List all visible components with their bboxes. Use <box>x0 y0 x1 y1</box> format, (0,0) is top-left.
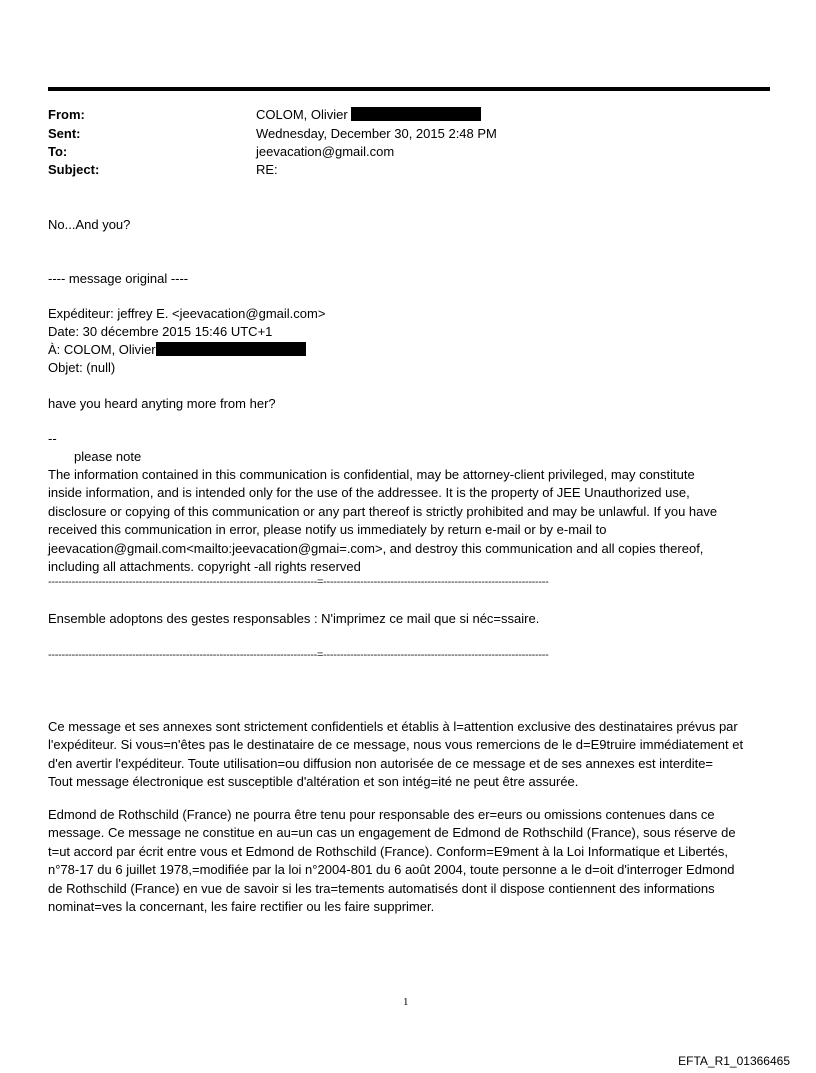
subject-value: RE: <box>256 162 278 177</box>
french-disclaimer-2 <box>48 806 770 916</box>
disclaimer-line: inside information, and is intended only for the use of the addressee. It is the property of JEE Unauthorized use, <box>48 485 690 501</box>
french-disclaimer-line: Tout message électronique est susceptible d'altération et son intég=ité ne peut être assurée. <box>48 774 579 790</box>
french-disclaimer-line: d'en avertir l'expéditeur. Toute utilisation=ou diffusion non autorisée de ce message et de ses annexes est interdite= <box>48 755 714 771</box>
french-disclaimer-1 <box>48 718 770 792</box>
original-message-marker: ---- message original ---- <box>48 271 189 286</box>
to-value: jeevacation@gmail.com <box>256 144 395 159</box>
french-disclaimer-line: Ce message et ses annexes sont strictement confidentiels et établis à l=attention exclusive des destinataires prévus par <box>48 719 738 734</box>
disclaimer-line: jeevacation@gmail.com<mailto:jeevacation@gmai=.com>, and destroy this communication and all copies thereof, <box>48 540 704 556</box>
from-label: From: <box>48 107 85 122</box>
from-value <box>256 106 481 124</box>
question-text: have you heard anyting more from her? <box>48 396 276 411</box>
original-to-text: À: COLOM, Olivier <box>48 342 156 357</box>
disclaimer-line: The information contained in this communication is confidential, may be attorney-client privileged, may constitute <box>48 467 695 482</box>
disclaimer-line: received this communication in error, please notify us immediately by return e-mail or by e-mail to <box>48 522 607 538</box>
original-subject: Objet: (null) <box>48 360 116 375</box>
redaction-box <box>351 107 481 121</box>
redaction-box <box>156 342 306 356</box>
from-name: COLOM, Olivier <box>256 107 348 122</box>
confidentiality-disclaimer <box>48 466 770 576</box>
french-disclaimer-line: l'expéditeur. Si vous=n'êtes pas le destinataire de ce message, nous vous remercions de le d=E9truire immédiatement et <box>48 737 744 753</box>
french-disclaimer-line: nominat=ves la concernant, les faire rectifier ou les faire supprimer. <box>48 899 435 915</box>
subject-label: Subject: <box>48 162 100 177</box>
header-rule <box>48 87 770 91</box>
french-disclaimer-line: n°78-17 du 6 juillet 1978,=modifiée par la loi n°2004-801 du 6 août 2004, toute personne a le d=oit d'interroger Edmond <box>48 862 735 878</box>
separator-line: --------------------------------------------------------------------------------=------------------------------------------------------------------- <box>48 576 549 588</box>
signature-dashes: -- <box>48 431 57 446</box>
eco-note: Ensemble adoptons des gestes responsables : N'imprimez ce mail que si néc=ssaire. <box>48 611 540 626</box>
disclaimer-line: including all attachments. copyright -all rights reserved <box>48 559 361 575</box>
document-id: EFTA_R1_01366465 <box>678 1054 790 1068</box>
french-disclaimer-line: message. Ce message ne constitue en au=un cas un engagement de Edmond de Rothschild (France), sous réserve de <box>48 825 736 841</box>
sent-value: Wednesday, December 30, 2015 2:48 PM <box>256 126 497 141</box>
to-label: To: <box>48 144 68 159</box>
original-to <box>48 341 306 359</box>
french-disclaimer-line: Edmond de Rothschild (France) ne pourra être tenu pour responsable des er=eurs ou omissions contenues dans ce <box>48 807 715 822</box>
original-from: Expéditeur: jeffrey E. <jeevacation@gmail.com> <box>48 306 326 321</box>
reply-text: No...And you? <box>48 217 131 232</box>
disclaimer-line: disclosure or copying of this communication or any part thereof is strictly prohibited and may be unlawful. If you have <box>48 503 718 519</box>
page-number: 1 <box>403 996 409 1008</box>
separator-line: --------------------------------------------------------------------------------=------------------------------------------------------------------- <box>48 649 549 661</box>
french-disclaimer-line: de Rothschild (France) en vue de savoir si les tra=tements automatisés dont il dispose contiennent des informations <box>48 880 715 896</box>
please-note: please note <box>74 449 142 464</box>
sent-label: Sent: <box>48 126 81 141</box>
french-disclaimer-line: t=ut accord par écrit entre vous et Edmond de Rothschild (France). Conform=E9ment à la Loi Informatique et Libertés, <box>48 843 728 859</box>
original-date: Date: 30 décembre 2015 15:46 UTC+1 <box>48 324 273 339</box>
